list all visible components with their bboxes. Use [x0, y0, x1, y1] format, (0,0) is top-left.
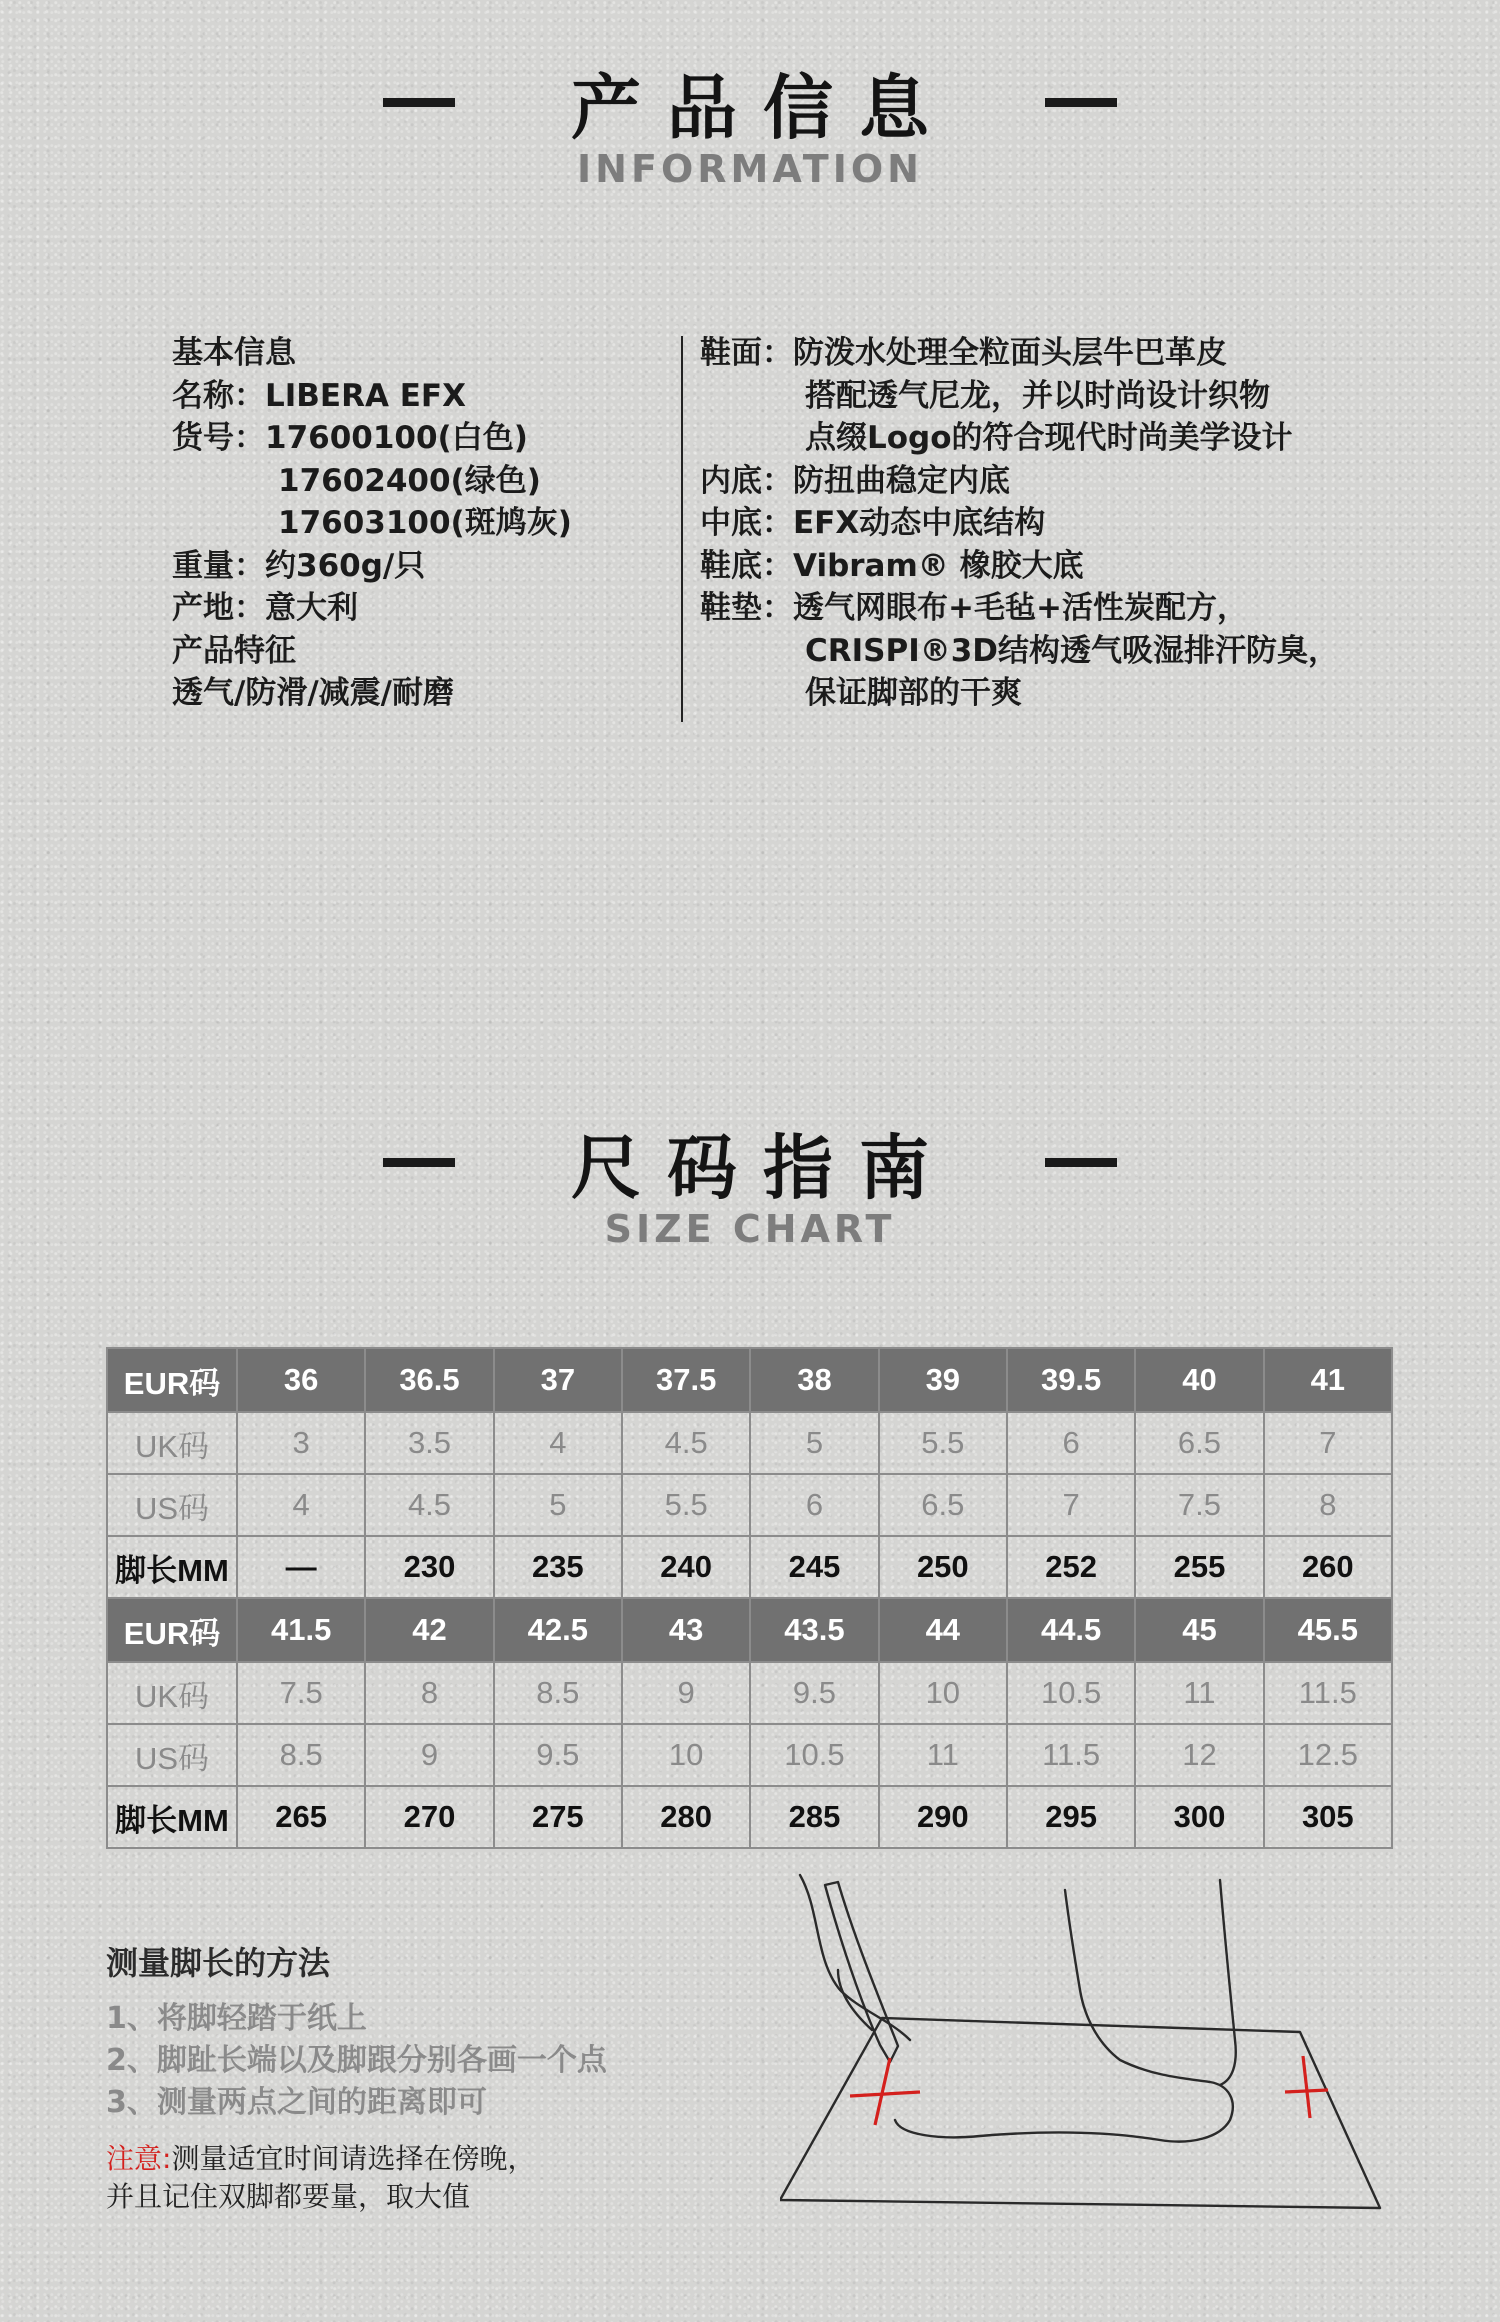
size-cell: 11: [1135, 1662, 1263, 1724]
product-sku-2: 17602400(绿色): [278, 462, 541, 499]
size-cell: 9: [622, 1662, 750, 1724]
title-dash-left: [383, 98, 455, 107]
size-cell: 5: [750, 1412, 878, 1474]
size-row-eur: [107, 1598, 1392, 1662]
size-cell: 41: [1264, 1348, 1392, 1412]
size-cell: 38: [750, 1348, 878, 1412]
size-cell: 255: [1135, 1536, 1263, 1598]
outsole-line: 鞋底：Vibram® 橡胶大底: [700, 547, 1084, 584]
size-cell: 295: [1007, 1786, 1135, 1848]
size-cell: 6.5: [1135, 1412, 1263, 1474]
size-cell: 5.5: [622, 1474, 750, 1536]
note-label: 注意:: [106, 2142, 172, 2175]
size-cell: 252: [1007, 1536, 1135, 1598]
size-cell: 10: [622, 1724, 750, 1786]
measure-title: 测量脚长的方法: [106, 1944, 331, 1982]
size-cell: 6: [1007, 1412, 1135, 1474]
size-cell: 36: [237, 1348, 365, 1412]
measure-note: [106, 2140, 607, 2216]
toe-mark-vertical: [875, 2058, 890, 2125]
size-cell: 36.5: [365, 1348, 493, 1412]
size-cell: 300: [1135, 1786, 1263, 1848]
size-cell: 235: [494, 1536, 622, 1598]
size-cell: 43: [622, 1598, 750, 1662]
size-cell: 11.5: [1264, 1662, 1392, 1724]
size-cell: 5: [494, 1474, 622, 1536]
foot-measuring-illustration: [780, 1870, 1400, 2230]
size-cell: 42.5: [494, 1598, 622, 1662]
row-label: UK码: [107, 1412, 237, 1474]
info-title-en: INFORMATION: [577, 147, 923, 191]
size-cell: 37: [494, 1348, 622, 1412]
size-cell: 230: [365, 1536, 493, 1598]
size-cell: 43.5: [750, 1598, 878, 1662]
size-cell: 260: [1264, 1536, 1392, 1598]
size-cell: 44.5: [1007, 1598, 1135, 1662]
size-cell: 4.5: [622, 1412, 750, 1474]
size-cell: 9: [365, 1724, 493, 1786]
row-label: US码: [107, 1474, 237, 1536]
size-cell: 4: [237, 1474, 365, 1536]
heel-mark-vertical: [1303, 2056, 1310, 2118]
size-cell: 44: [879, 1598, 1007, 1662]
row-label: UK码: [107, 1662, 237, 1724]
size-cell: 285: [750, 1786, 878, 1848]
size-cell: 8: [1264, 1474, 1392, 1536]
size-cell: 5.5: [879, 1412, 1007, 1474]
size-cell: 39: [879, 1348, 1007, 1412]
size-cell: 42: [365, 1598, 493, 1662]
size-cell: 8.5: [494, 1662, 622, 1724]
size-section-header: [0, 1112, 1500, 1251]
product-origin: 产地：意大利: [172, 590, 358, 626]
size-cell: 280: [622, 1786, 750, 1848]
insole-line: 内底：防扭曲稳定内底: [700, 462, 1010, 499]
footbed-line-1: 鞋垫：透气网眼布+毛毡+活性炭配方，: [700, 590, 1248, 626]
size-cell: 3: [237, 1412, 365, 1474]
size-cell: 10: [879, 1662, 1007, 1724]
title-dash-right: [1045, 98, 1117, 107]
note-line-2: 并且记住双脚都要量，取大值: [106, 2180, 471, 2213]
size-cell: 10.5: [750, 1724, 878, 1786]
foot-outline: [895, 1890, 1233, 2142]
paper-sheet: [780, 2018, 1380, 2208]
size-row-uk: [107, 1662, 1392, 1724]
size-cell: 41.5: [237, 1598, 365, 1662]
size-cell: 37.5: [622, 1348, 750, 1412]
measure-step-2: 2、脚趾长端以及脚跟分别各画一个点: [106, 2043, 607, 2078]
size-cell: 9.5: [750, 1662, 878, 1724]
size-cell: 290: [879, 1786, 1007, 1848]
size-cell: 3.5: [365, 1412, 493, 1474]
size-cell: 265: [237, 1786, 365, 1848]
size-table: [106, 1347, 1393, 1849]
size-row-eur: [107, 1348, 1392, 1412]
size-cell: 8: [365, 1662, 493, 1724]
product-sku-3: 17603100(斑鸠灰): [278, 505, 572, 541]
size-cell: 7.5: [237, 1662, 365, 1724]
info-title-cn: 产品信息: [571, 67, 955, 149]
size-cell: 45.5: [1264, 1598, 1392, 1662]
leg-outline: [1220, 1880, 1236, 2085]
size-row-uk: [107, 1412, 1392, 1474]
product-weight: 重量：约360g/只: [172, 547, 426, 584]
size-title-en: SIZE CHART: [604, 1207, 896, 1251]
size-cell: 4.5: [365, 1474, 493, 1536]
row-label: 脚长MM: [107, 1536, 237, 1598]
size-cell: 4: [494, 1412, 622, 1474]
row-label: EUR码: [107, 1598, 237, 1662]
upper-line-3: 点缀Logo的符合现代时尚美学设计: [805, 420, 1293, 456]
product-name: 名称：LIBERA EFX: [172, 377, 467, 414]
size-cell: 39.5: [1007, 1348, 1135, 1412]
note-line-1: 测量适宜时间请选择在傍晚，: [171, 2142, 536, 2175]
basic-info-heading: 基本信息: [172, 335, 296, 371]
row-label: US码: [107, 1724, 237, 1786]
footbed-line-2: CRISPI®3D结构透气吸湿排汗防臭，: [805, 632, 1340, 669]
row-label: 脚长MM: [107, 1786, 237, 1848]
size-cell: 40: [1135, 1348, 1263, 1412]
size-cell: 240: [622, 1536, 750, 1598]
title-dash-right: [1045, 1158, 1117, 1167]
pen-shape: [825, 1882, 898, 2062]
size-cell: 9.5: [494, 1724, 622, 1786]
size-cell: 11: [879, 1724, 1007, 1786]
size-cell: 275: [494, 1786, 622, 1848]
size-cell: 12.5: [1264, 1724, 1392, 1786]
size-row-us: [107, 1474, 1392, 1536]
size-row-us: [107, 1724, 1392, 1786]
size-cell: 10.5: [1007, 1662, 1135, 1724]
toe-mark-horizontal: [850, 2092, 920, 2096]
size-row-foot-length: [107, 1536, 1392, 1598]
size-title-cn: 尺码指南: [571, 1127, 955, 1209]
size-cell: 7: [1264, 1412, 1392, 1474]
hand-outline: [800, 1875, 910, 2040]
measure-step-1: 1、将脚轻踏于纸上: [106, 2001, 367, 2036]
features-list: 透气/防滑/减震/耐磨: [172, 675, 454, 711]
size-cell: 12: [1135, 1724, 1263, 1786]
size-cell: 8.5: [237, 1724, 365, 1786]
size-cell: 7.5: [1135, 1474, 1263, 1536]
title-dash-left: [383, 1158, 455, 1167]
product-sku-1: 货号：17600100(白色): [172, 420, 528, 456]
info-divider: [681, 336, 683, 722]
upper-line-1: 鞋面：防泼水处理全粒面头层牛巴革皮: [700, 335, 1227, 371]
upper-line-2: 搭配透气尼龙，并以时尚设计织物: [805, 377, 1270, 414]
size-cell: 7: [1007, 1474, 1135, 1536]
size-cell: 45: [1135, 1598, 1263, 1662]
size-cell: 6.5: [879, 1474, 1007, 1536]
features-heading: 产品特征: [172, 632, 296, 669]
size-cell: —: [237, 1536, 365, 1598]
size-cell: 6: [750, 1474, 878, 1536]
heel-mark-horizontal: [1285, 2090, 1328, 2092]
size-cell: 305: [1264, 1786, 1392, 1848]
measure-step-3: 3、测量两点之间的距离即可: [106, 2085, 487, 2120]
size-cell: 250: [879, 1536, 1007, 1598]
measure-instructions: [106, 1938, 607, 2216]
basic-info: [172, 332, 572, 715]
materials-info: [700, 332, 1339, 715]
size-cell: 245: [750, 1536, 878, 1598]
footbed-line-3: 保证脚部的干爽: [805, 675, 1022, 711]
midsole-line: 中底：EFX动态中底结构: [700, 505, 1046, 541]
row-label: EUR码: [107, 1348, 237, 1412]
info-section-header: [0, 52, 1500, 191]
size-cell: 270: [365, 1786, 493, 1848]
size-row-foot-length: [107, 1786, 1392, 1848]
size-cell: 11.5: [1007, 1724, 1135, 1786]
